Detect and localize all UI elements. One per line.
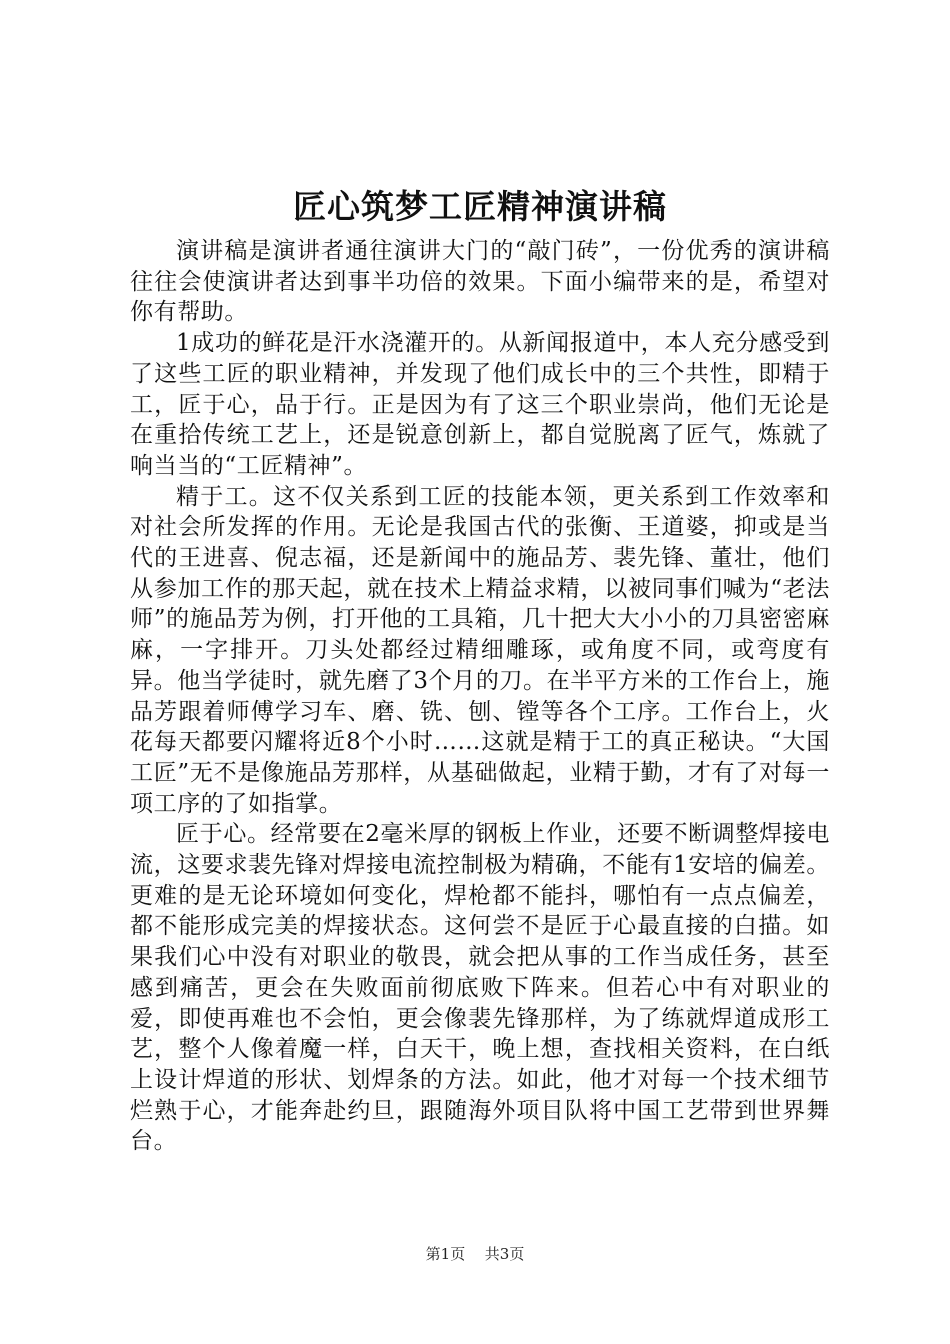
paragraph-intro: 演讲稿是演讲者通往演讲大门的“敲门砖”，一份优秀的演讲稿往往会使演讲者达到事半功倍的效果。下面小编带来的是，希望对你有帮助。 bbox=[130, 238, 830, 326]
paragraph-success: 1成功的鲜花是汗水浇灌开的。从新闻报道中，本人充分感受到了这些工匠的职业精神，并发现了他们成长中的三个共性，即精于工，匠于心，品于行。正是因为有了这三个职业崇尚，他们无论是在重拾传统工艺上，还是锐意创新上，都自觉脱离了匠气，炼就了响当当的“工匠精神”。 bbox=[130, 330, 830, 479]
paragraph-jiang-yu-xin: 匠于心。经常要在2毫米厚的钢板上作业，还要不断调整焊接电流，这要求裴先锋对焊接电流控制极为精确，不能有1安培的偏差。更难的是无论环境如何变化，焊枪都不能抖，哪怕有一点点偏差，都不能形成完美的焊接状态。这何尝不是匠于心最直接的白描。如果我们心中没有对职业的敬畏，就会把从事的工作当成任务，甚至感到痛苦，更会在失败面前彻底败下阵来。但若心中有对职业的爱，即使再难也不会怕，更会像裴先锋那样，为了练就焊道成形工艺，整个人像着魔一样，白天干，晚上想，查找相关资料，在白纸上设计焊道的形状、划焊条的方法。如此，他才对每一个技术细节烂熟于心，才能奔赴约旦，跟随海外项目队将中国工艺带到世界舞台。 bbox=[130, 821, 830, 1155]
document-body bbox=[130, 236, 830, 1157]
page-total: 共3页 bbox=[484, 1245, 525, 1263]
page-number: 第1页 bbox=[425, 1245, 466, 1263]
page-footer bbox=[0, 1244, 950, 1264]
paragraph-jing-yu-gong: 精于工。这不仅关系到工匠的技能本领，更关系到工作效率和对社会所发挥的作用。无论是我国古代的张衡、王道婆，抑或是当代的王进喜、倪志福，还是新闻中的施品芳、裴先锋、董壮，他们从参加工作的那天起，就在技术上精益求精，以被同事们喊为“老法师”的施品芳为例，打开他的工具箱，几十把大大小小的刀具密密麻麻，一字排开。刀头处都经过精细雕琢，或角度不同，或弯度有异。他当学徒时，就先磨了3个月的刀。在半平方米的工作台上，施品芳跟着师傅学习车、磨、铣、刨、镗等各个工序。工作台上，火花每天都要闪耀将近8个小时……这就是精于工的真正秘诀。“大国工匠”无不是像施品芳那样，从基础做起，业精于勤，才有了对每一项工序的了如指掌。 bbox=[130, 483, 830, 817]
page-title: 匠心筑梦工匠精神演讲稿 bbox=[293, 187, 667, 226]
